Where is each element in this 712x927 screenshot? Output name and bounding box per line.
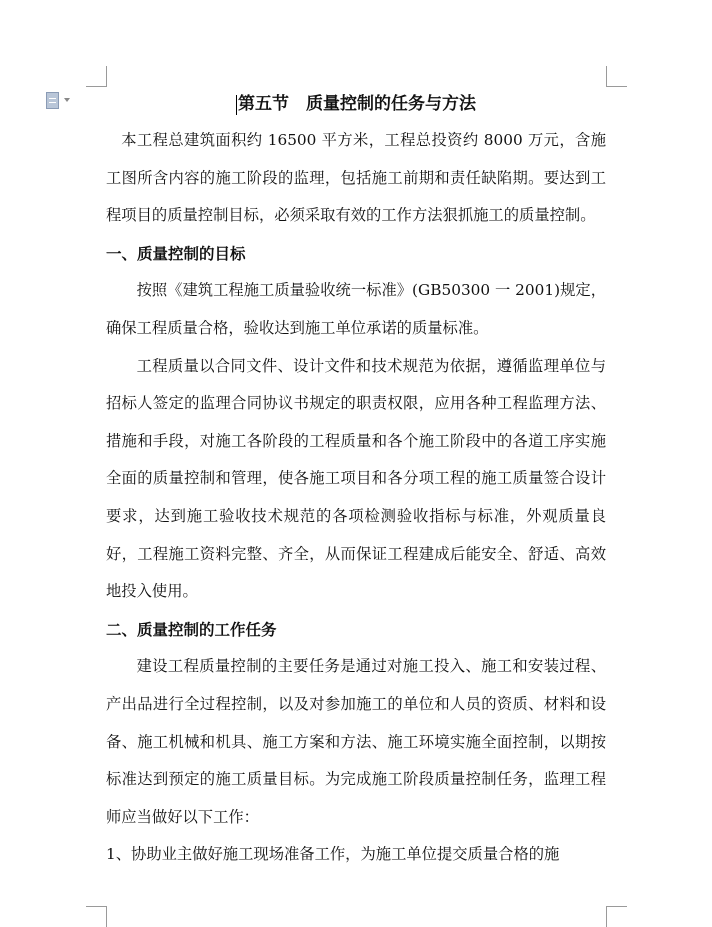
document-page[interactable] xyxy=(106,86,606,874)
section2-heading: 二、质量控制的工作任务 xyxy=(106,619,277,639)
section2-paragraph-1: 建设工程质量控制的主要任务是通过对施工投入、施工和安装过程、产出品进行全过程控制，以及对参加施工的单位和人员的资质、材料和设备、施工机械和机具、施工方案和方法、施工环境实施全面控制，以期按标准达到预定的施工质量目标。为完成施工阶段质量控制任务，监理工程师应当做好以下工作： xyxy=(106,657,606,826)
chevron-down-icon xyxy=(64,98,70,102)
intro-paragraph: 本工程总建筑面积约 16500 平方米，工程总投资约 8000 万元，含施工图所含内容的施工阶段的监理，包括施工前期和责任缺陷期。要达到工程项目的质量控制目标，必须采取有效的工作方法狠抓施工的质量控制。 xyxy=(106,131,606,225)
page-corner-bottom-left xyxy=(86,906,107,927)
document-menu-button[interactable] xyxy=(44,92,74,110)
text-cursor xyxy=(236,95,237,115)
section1-heading: 一、质量控制的目标 xyxy=(106,243,246,263)
page-corner-top-right xyxy=(606,66,627,87)
page-corner-bottom-right xyxy=(606,906,627,927)
section1-paragraph-2: 工程质量以合同文件、设计文件和技术规范为依据，遵循监理单位与招标人签定的监理合同协议书规定的职责权限，应用各种工程监理方法、措施和手段，对施工各阶段的工程质量和各个施工阶段中的各道工序实施全面的质量控制和管理，使各施工项目和各分项工程的施工质量签合设计要求，达到施工验收技术规范的各项检测验收指标与标准，外观质量良好，工程施工资料完整、齐全，从而保证工程建成后能安全、舒适、高效地投入使用。 xyxy=(106,356,606,601)
section-title: 第五节 质量控制的任务与方法 xyxy=(238,94,476,114)
page-corner-top-left xyxy=(86,66,107,87)
section2-list-item-1: 1、协助业主做好施工现场准备工作，为施工单位提交质量合格的施 xyxy=(106,845,560,864)
section1-paragraph-1: 按照《建筑工程施工质量验收统一标准》(GB50300 一 2001)规定，确保工程质量合格，验收达到施工单位承诺的质量标准。 xyxy=(106,281,606,337)
document-icon xyxy=(46,92,59,109)
